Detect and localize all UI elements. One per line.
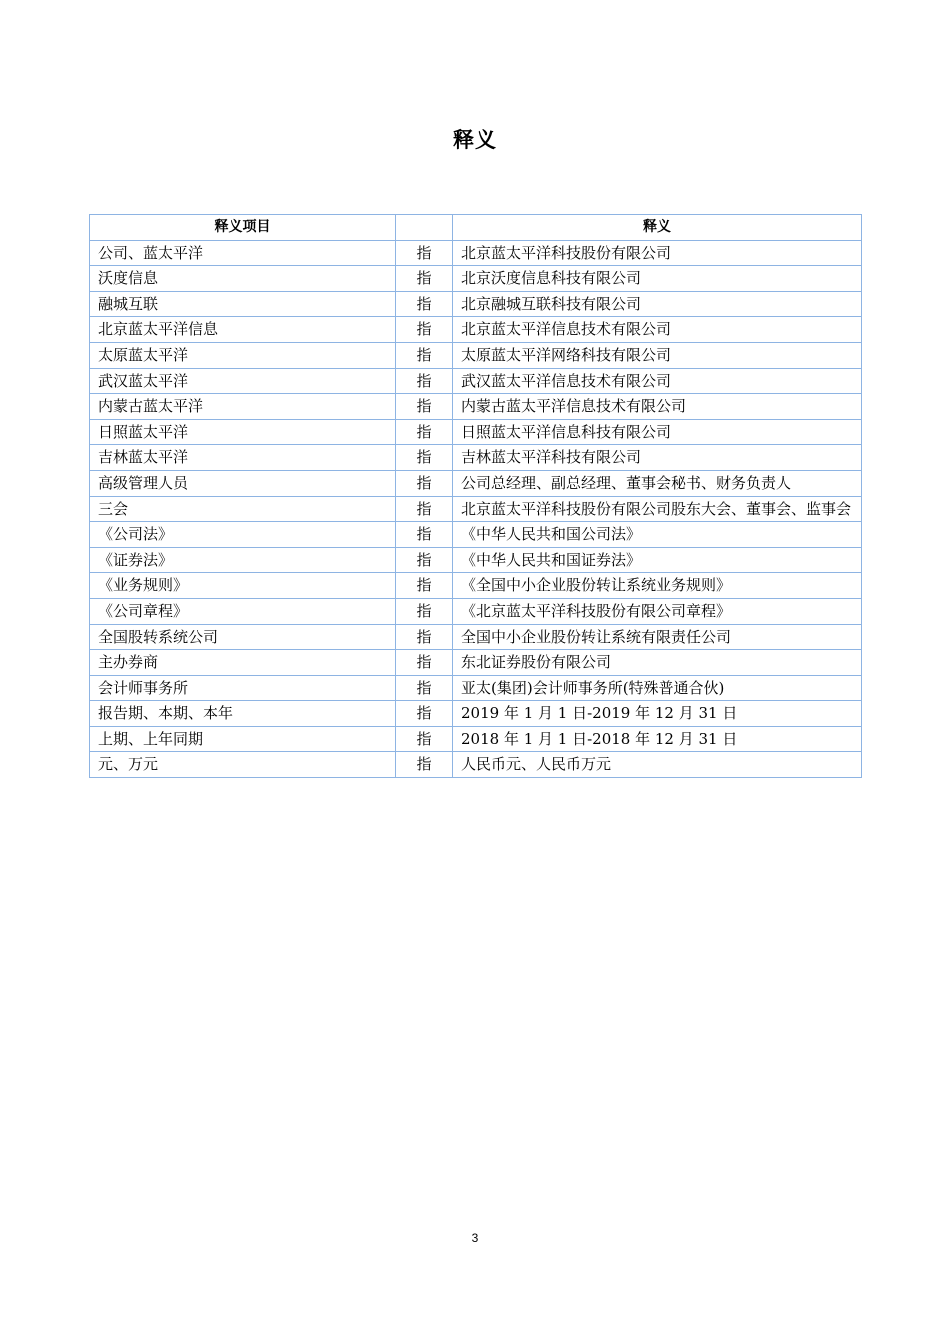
table-row (90, 470, 862, 496)
table-header-row (90, 215, 862, 241)
term-cell: 《业务规则》 (90, 573, 396, 599)
table-row (90, 701, 862, 727)
marker-cell: 指 (396, 240, 453, 266)
definition-cell: 日照蓝太平洋信息科技有限公司 (453, 419, 862, 445)
term-cell: 武汉蓝太平洋 (90, 368, 396, 394)
marker-cell: 指 (396, 522, 453, 548)
table-row (90, 522, 862, 548)
marker-cell: 指 (396, 394, 453, 420)
term-cell: 沃度信息 (90, 266, 396, 292)
table-row (90, 368, 862, 394)
definition-cell: 武汉蓝太平洋信息技术有限公司 (453, 368, 862, 394)
marker-cell: 指 (396, 598, 453, 624)
marker-cell: 指 (396, 547, 453, 573)
term-cell: 北京蓝太平洋信息 (90, 317, 396, 343)
page-title: 释义 (453, 128, 497, 152)
marker-cell: 指 (396, 317, 453, 343)
term-cell: 《公司法》 (90, 522, 396, 548)
table-row (90, 598, 862, 624)
table-row (90, 496, 862, 522)
marker-cell: 指 (396, 701, 453, 727)
page-number: 3 (471, 1231, 479, 1245)
table-row (90, 266, 862, 292)
term-cell: 融城互联 (90, 291, 396, 317)
marker-cell: 指 (396, 726, 453, 752)
table-row (90, 394, 862, 420)
table-row (90, 419, 862, 445)
table-row (90, 675, 862, 701)
marker-cell: 指 (396, 291, 453, 317)
definition-cell: 公司总经理、副总经理、董事会秘书、财务负责人 (453, 470, 862, 496)
table-body (90, 240, 862, 777)
table-row (90, 317, 862, 343)
term-cell: 三会 (90, 496, 396, 522)
definition-cell: 北京融城互联科技有限公司 (453, 291, 862, 317)
marker-cell: 指 (396, 368, 453, 394)
table-row (90, 240, 862, 266)
definition-cell: 北京蓝太平洋科技股份有限公司股东大会、董事会、监事会 (453, 496, 862, 522)
term-cell: 会计师事务所 (90, 675, 396, 701)
table-row (90, 547, 862, 573)
table-row (90, 752, 862, 778)
definition-cell: 太原蓝太平洋网络科技有限公司 (453, 342, 862, 368)
term-cell: 日照蓝太平洋 (90, 419, 396, 445)
term-cell: 《证券法》 (90, 547, 396, 573)
header-definition: 释义 (453, 215, 862, 241)
term-cell: 《公司章程》 (90, 598, 396, 624)
definition-cell: 《中华人民共和国证券法》 (453, 547, 862, 573)
term-cell: 太原蓝太平洋 (90, 342, 396, 368)
marker-cell: 指 (396, 650, 453, 676)
term-cell: 上期、上年同期 (90, 726, 396, 752)
marker-cell: 指 (396, 266, 453, 292)
term-cell: 主办券商 (90, 650, 396, 676)
marker-cell: 指 (396, 624, 453, 650)
term-cell: 公司、蓝太平洋 (90, 240, 396, 266)
table-row (90, 573, 862, 599)
term-cell: 吉林蓝太平洋 (90, 445, 396, 471)
definition-cell: 《中华人民共和国公司法》 (453, 522, 862, 548)
definition-cell: 北京蓝太平洋科技股份有限公司 (453, 240, 862, 266)
definition-cell: 全国中小企业股份转让系统有限责任公司 (453, 624, 862, 650)
table-row (90, 726, 862, 752)
marker-cell: 指 (396, 573, 453, 599)
marker-cell: 指 (396, 752, 453, 778)
term-cell: 报告期、本期、本年 (90, 701, 396, 727)
table-row (90, 291, 862, 317)
marker-cell: 指 (396, 675, 453, 701)
definition-cell: 内蒙古蓝太平洋信息技术有限公司 (453, 394, 862, 420)
marker-cell: 指 (396, 496, 453, 522)
marker-cell: 指 (396, 342, 453, 368)
term-cell: 全国股转系统公司 (90, 624, 396, 650)
header-term: 释义项目 (90, 215, 396, 241)
definition-cell: 北京蓝太平洋信息技术有限公司 (453, 317, 862, 343)
definitions-table (89, 214, 862, 778)
marker-cell: 指 (396, 445, 453, 471)
definition-cell: 《全国中小企业股份转让系统业务规则》 (453, 573, 862, 599)
definition-cell: 北京沃度信息科技有限公司 (453, 266, 862, 292)
definition-cell: 亚太(集团)会计师事务所(特殊普通合伙) (453, 675, 862, 701)
term-cell: 元、万元 (90, 752, 396, 778)
term-cell: 高级管理人员 (90, 470, 396, 496)
definition-cell: 《北京蓝太平洋科技股份有限公司章程》 (453, 598, 862, 624)
definition-cell: 东北证券股份有限公司 (453, 650, 862, 676)
definition-cell: 人民币元、人民币万元 (453, 752, 862, 778)
definition-cell: 2018 年 1 月 1 日-2018 年 12 月 31 日 (453, 726, 862, 752)
marker-cell: 指 (396, 470, 453, 496)
table-row (90, 445, 862, 471)
definition-cell: 2019 年 1 月 1 日-2019 年 12 月 31 日 (453, 701, 862, 727)
term-cell: 内蒙古蓝太平洋 (90, 394, 396, 420)
table-row (90, 650, 862, 676)
table-row (90, 342, 862, 368)
marker-cell: 指 (396, 419, 453, 445)
definition-cell: 吉林蓝太平洋科技有限公司 (453, 445, 862, 471)
table-row (90, 624, 862, 650)
header-marker (396, 215, 453, 241)
